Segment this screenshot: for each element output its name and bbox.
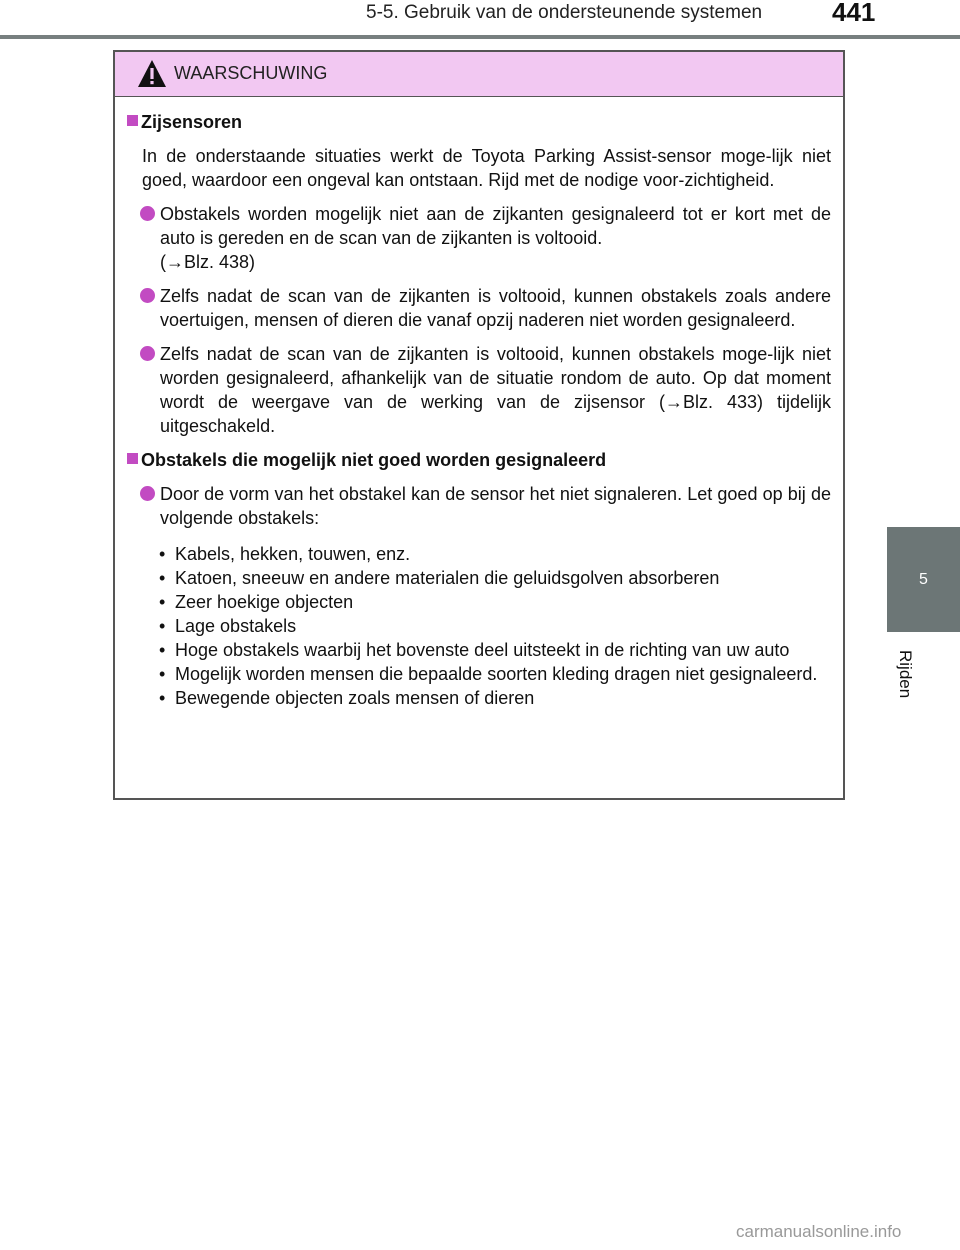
section-heading-obstacles: Obstakels die mogelijk niet goed worden gesignaleerd	[127, 448, 843, 472]
list-item: • Kabels, hekken, touwen, enz.	[157, 542, 829, 566]
list-item: • Zeer hoekige objecten	[157, 590, 829, 614]
watermark: carmanualsonline.info	[736, 1222, 902, 1241]
list-item: • Mogelijk worden mensen die bepaalde soorten kleding dragen niet gesignaleerd.	[157, 662, 829, 686]
circle-bullet-icon	[140, 346, 155, 361]
warning-triangle-icon	[137, 59, 167, 89]
list-item: • Hoge obstakels waarbij het bovenste deel uitsteekt in de richting van uw auto	[157, 638, 829, 662]
list-item: Obstakels worden mogelijk niet aan de zijkanten gesignaleerd tot er kort met de auto is gereden en de scan van de zijkanten is voltooid. (→Blz. 438)	[160, 202, 831, 274]
section-heading-side-sensors: Zijsensoren	[127, 110, 843, 134]
list-item: • Lage obstakels	[157, 614, 829, 638]
list-item: Zelfs nadat de scan van de zijkanten is voltooid, kunnen obstakels moge-lijk niet worden gesignaleerd, afhankelijk van de situatie rondom de auto. Op dat moment wordt de weergave van de werking van de zijsensor (→Blz. 433) tijdelijk uitgeschakeld.	[160, 342, 831, 438]
page-reference: (→Blz. 438)	[160, 252, 256, 272]
chapter-label: Rijden	[896, 650, 915, 699]
warning-box	[113, 50, 845, 800]
section-title: 5-5. Gebruik van de ondersteunende systemen	[366, 2, 763, 23]
chapter-number: 5	[919, 570, 928, 588]
list-item: • Katoen, sneeuw en andere materialen die geluidsgolven absorberen	[157, 566, 829, 590]
list-item: Zelfs nadat de scan van de zijkanten is voltooid, kunnen obstakels zoals andere voertuigen, mensen of dieren die vanaf opzij naderen niet worden gesignaleerd.	[160, 284, 831, 332]
square-bullet-icon	[127, 453, 138, 464]
header-rule	[0, 35, 960, 39]
list-item: • Bewegende objecten zoals mensen of dieren	[157, 686, 829, 710]
chapter-tab	[887, 527, 960, 632]
warning-header	[115, 52, 843, 97]
intro-paragraph: In de onderstaande situaties werkt de Toyota Parking Assist-sensor moge-lijk niet goed, waardoor een ongeval kan ontstaan. Rijd met de nodige voor-zichtigheid.	[142, 146, 831, 190]
warning-title: WAARSCHUWING	[174, 63, 328, 83]
list-item: Door de vorm van het obstakel kan de sensor het niet signaleren. Let goed op bij de volgende obstakels:	[160, 482, 831, 530]
circle-bullet-icon	[140, 206, 155, 221]
obstacle-list	[157, 542, 829, 710]
square-bullet-icon	[127, 115, 138, 126]
circle-bullet-icon	[140, 288, 155, 303]
page-number: 441	[832, 0, 876, 27]
warning-content	[115, 110, 843, 710]
circle-bullet-icon	[140, 486, 155, 501]
